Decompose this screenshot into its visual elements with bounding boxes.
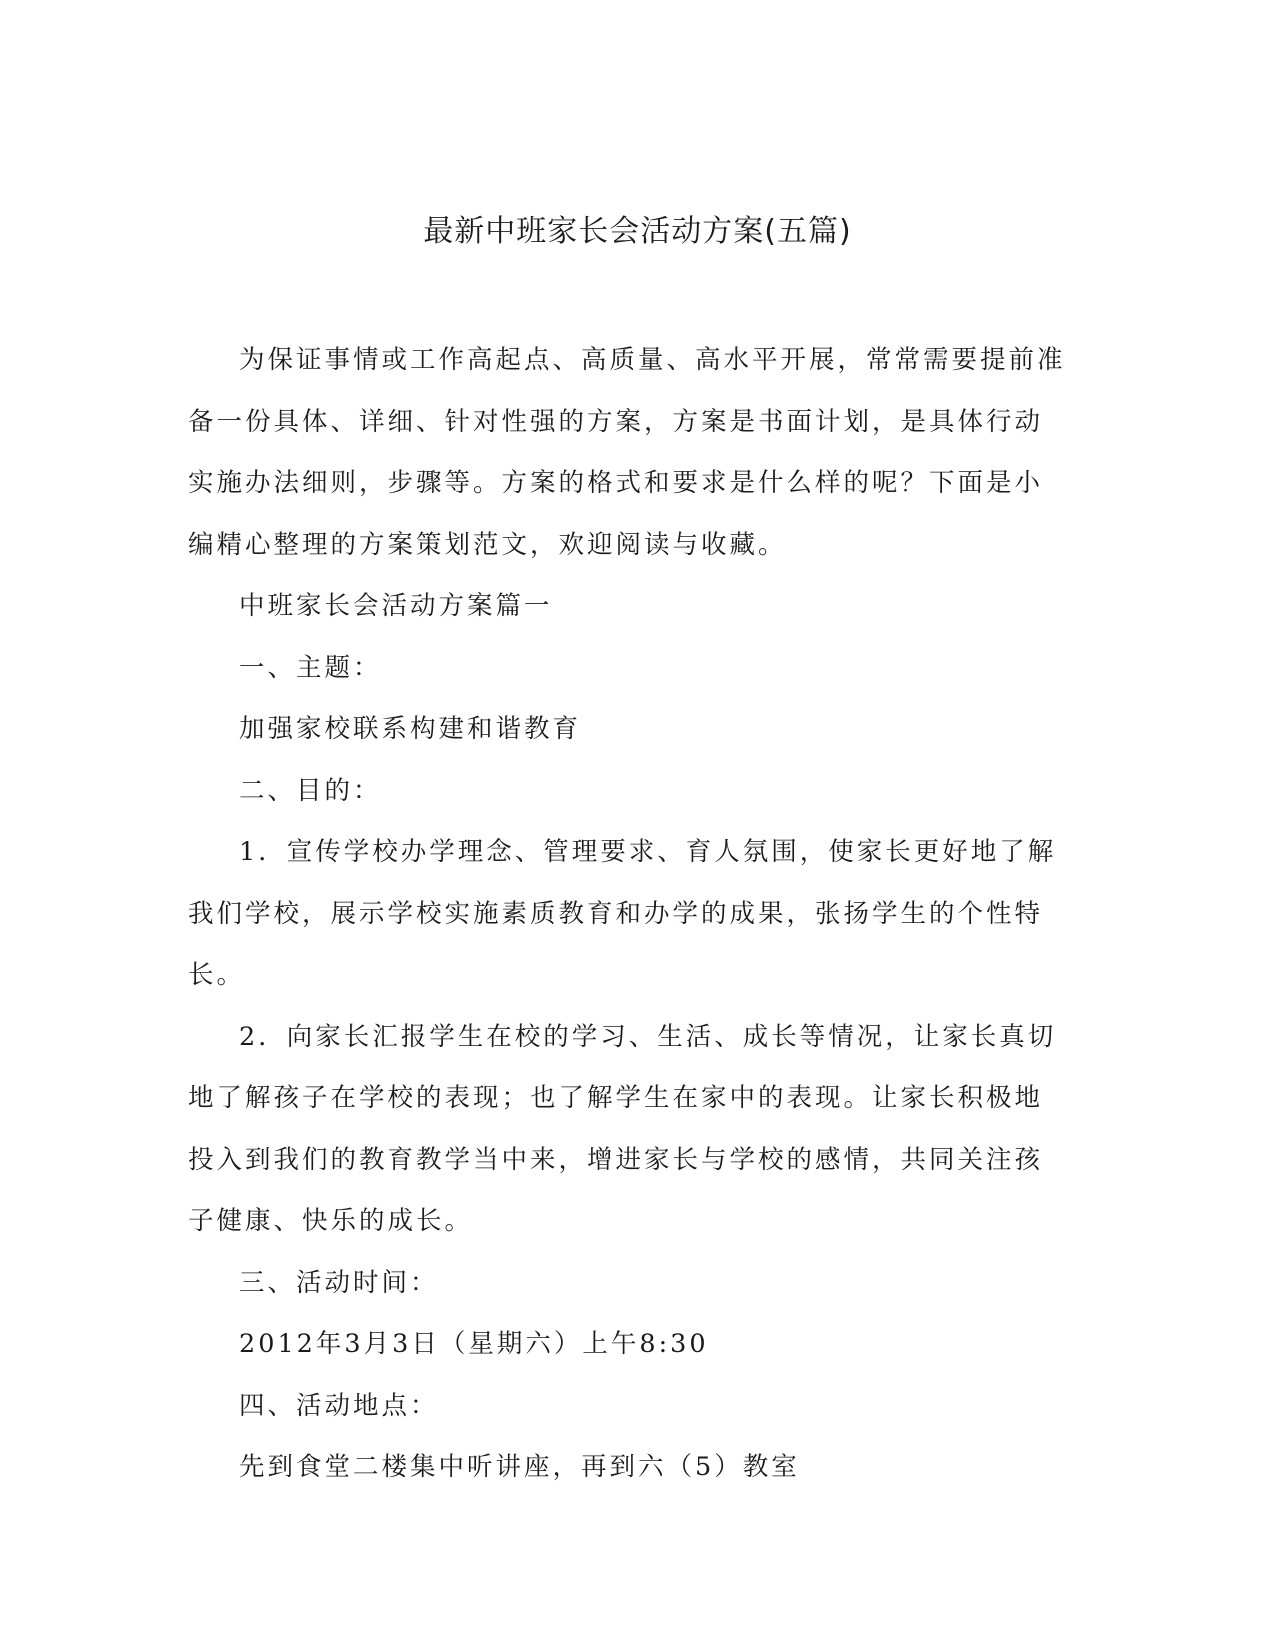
subheading-theme: 一、主题： [239,652,382,683]
location-text: 先到食堂二楼集中听讲座，再到六（5）教室 [239,1452,800,1482]
document-body [188,330,1068,1499]
purpose-item-2: 2．向家长汇报学生在校的学习、生活、成长等情况，让家长真切地了解孩子在学校的表现；也了解学生在家中的表现。让家长积极地投入到我们的教育教学当中来，增进家长与学校的感情，共同关注孩子健康、快乐的成长。 [188,1021,1057,1236]
purpose-item-1: 1．宣传学校办学理念、管理要求、育人氛围，使家长更好地了解我们学校，展示学校实施素质教育和办学的成果，张扬学生的个性特长。 [188,837,1057,990]
document-title: 最新中班家长会活动方案(五篇) [423,214,852,249]
time-text: 2012年3月3日（星期六）上午8:30 [239,1329,709,1359]
theme-text: 加强家校联系构建和谐教育 [239,714,582,744]
intro-paragraph: 为保证事情或工作高起点、高质量、高水平开展，常常需要提前准备一份具体、详细、针对性强的方案，方案是书面计划，是具体行动实施办法细则，步骤等。方案的格式和要求是什么样的呢？下面是小编精心整理的方案策划范文，欢迎阅读与收藏。 [188,345,1066,560]
subheading-location: 四、活动地点： [239,1390,439,1421]
subheading-purpose: 二、目的： [239,775,382,806]
section-heading: 中班家长会活动方案篇一 [239,591,553,621]
subheading-time: 三、活动时间： [239,1267,439,1298]
